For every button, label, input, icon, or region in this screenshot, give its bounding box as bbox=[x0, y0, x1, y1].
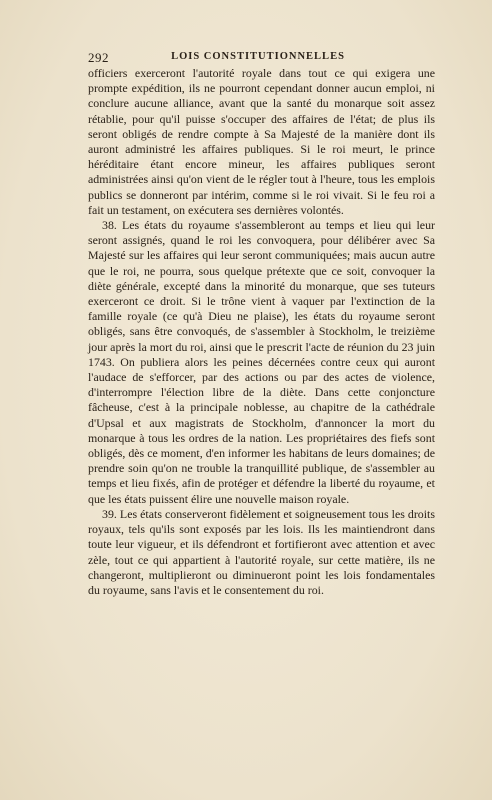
paragraph-article-38: 38. Les états du royaume s'assembleront au temps et lieu qui leur seront assignés, quand le roi les convoquera, pour délibérer avec Sa Majesté sur les affaires qui leur seront communiquées; mais aucun autre que le roi, ne pourra, sous quelque prétexte que ce soit, convoquer la diète générale, excepté dans la minorité du monarque, que ses tuteurs exerceront ce droit. Si le trône vient à vaquer par l'extinction de la famille royale (ce qu'à Dieu ne plaise), les états du royaume seront obligés, sans être convoqués, de s'assembler à Stockholm, le treizième jour après la mort du roi, ainsi que le prescrit l'acte de réunion du 23 juin 1743. On publiera alors les peines décernées contre ceux qui auront l'audace de s'efforcer, par des actions ou par des actes de violence, d'interrompre l'élection libre de la diète. Dans cette conjoncture fâcheuse, c'est à la principale noblesse, au chapitre de la cathédrale d'Upsal et aux magistrats de Stockholm, d'annoncer la mort du monarque à tous les ordres de la nation. Les propriétaires des fiefs sont obligés, dès ce moment, d'en informer les habitans de leurs domaines; de prendre soin qu'on ne trouble la tranquillité publique, de s'assembler au temps et lieu fixés, afin de protéger et défendre la liberté du royaume, et que les états puissent élire une nouvelle maison royale. bbox=[88, 218, 435, 506]
running-title: LOIS CONSTITUTIONNELLES bbox=[171, 51, 345, 62]
paragraph-article-39: 39. Les états conserveront fidèlement et soigneusement tous les droits royaux, tels qu'ils sont exposés par les lois. Ils les maintiendront dans toute leur vigueur, et ils défendront et fortifieront avec attention et avec zèle, tout ce qui appartient à l'autorité royale, sur cette matière, ils ne changeront, multiplieront ou diminueront point les lois fondamentales du royaume, sans l'avis et le consentement du roi. bbox=[88, 506, 435, 597]
page-number: 292 bbox=[88, 50, 109, 65]
page-header bbox=[88, 50, 428, 66]
paragraph-continuation: officiers exerceront l'autorité royale dans tout ce qui exigera une prompte expédition, ils ne pourront cependant donner aucun emploi, ni conclure aucune alliance, avant que la santé du monarque soit assez rétablie, pour qu'il puisse s'occuper des affaires de l'état; de plus ils seront obligés de rendre compte à Sa Majesté de la manière dont ils auront administré les affaires publiques. Si le roi meurt, le prince héréditaire étant encore mineur, les affaires publiques seront administrées ainsi qu'on vient de le régler tout à l'heure, tous les emplois publics se donneront par intérim, comme si le roi vivait. Si le feu roi a fait un testament, on exécutera ses dernières volontés. bbox=[88, 66, 435, 217]
body-text bbox=[88, 66, 435, 598]
